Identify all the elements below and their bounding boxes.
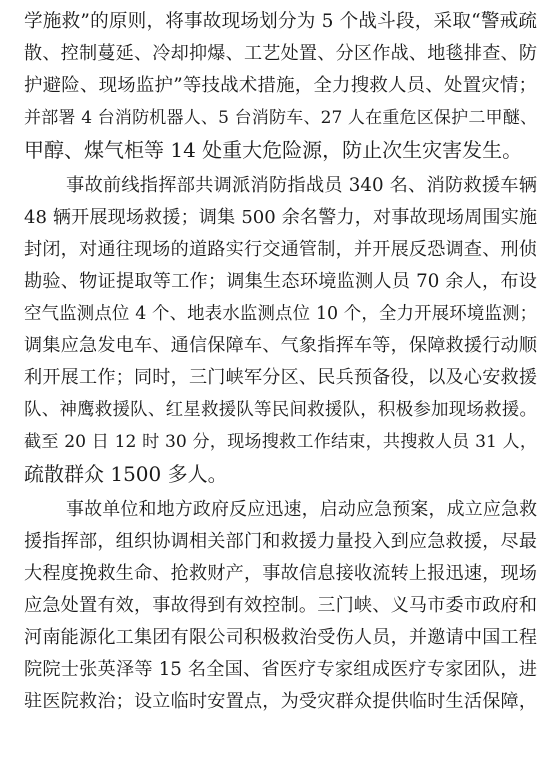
text-line: 空气监测点位 4 个、地表水监测点位 10 个，全力开展环境监测； [24, 304, 537, 324]
text-line: 勘验、物证提取等工作；调集生态环境监测人员 70 余人，布设 [24, 271, 537, 292]
text-line: 队、神鹰救援队、红星救援队等民间救援队，积极参加现场救援。 [24, 400, 537, 420]
text-line: 大程度挽救生命、抢救财产，事故信息接收流转上报迅速，现场 [24, 563, 537, 584]
text-line: 援指挥部，组织协调相关部门和救援力量投入到应急救援，尽最 [24, 531, 537, 552]
text-line: 学施救”的原则，将事故现场划分为 5 个战斗段，采取“警戒疏 [24, 11, 537, 32]
text-line: 事故单位和地方政府反应迅速，启动应急预案，成立应急救 [66, 499, 537, 520]
paragraph-2 [24, 170, 537, 490]
text-line: 封闭，对通往现场的道路实行交通管制，并开展反恐调查、刑侦 [24, 239, 537, 260]
text-line: 散、控制蔓延、冷却抑爆、工艺处置、分区作战、地毯排查、防 [24, 43, 537, 64]
text-line: 截至 20 日 12 时 30 分，现场搜救工作结束，共搜救人员 31 人， [24, 432, 537, 452]
text-line: 调集应急发电车、通信保障车、气象指挥车等，保障救援行动顺 [24, 335, 537, 356]
paragraph-3 [24, 494, 537, 718]
text-line: 应急处置有效，事故得到有效控制。三门峡、义马市委市政府和 [24, 595, 537, 616]
text-line: 河南能源化工集团有限公司积极救治受伤人员，并邀请中国工程 [24, 627, 537, 648]
text-line: 甲醇、煤气柜等 14 处重大危险源，防止次生灾害发生。 [24, 138, 523, 162]
text-line: 48 辆开展现场救援；调集 500 余名警力，对事故现场周围实施 [24, 207, 537, 228]
paragraph-1 [24, 6, 537, 166]
text-line: 驻医院救治；设立临时安置点，为受灾群众提供临时生活保障， [24, 691, 537, 712]
text-line: 疏散群众 1500 多人。 [24, 462, 228, 486]
text-line: 利开展工作；同时，三门峡军分区、民兵预备役，以及心安救援 [24, 367, 537, 388]
text-line: 并部署 4 台消防机器人、5 台消防车、27 人在重危区保护二甲醚、 [24, 108, 537, 128]
text-line: 事故前线指挥部共调派消防指战员 340 名、消防救援车辆 [66, 175, 537, 196]
text-line: 院院士张英泽等 15 名全国、省医疗专家组成医疗专家团队，进 [24, 659, 537, 680]
text-line: 护避险、现场监护”等技战术措施，全力搜救人员、处置灾情； [24, 75, 537, 96]
